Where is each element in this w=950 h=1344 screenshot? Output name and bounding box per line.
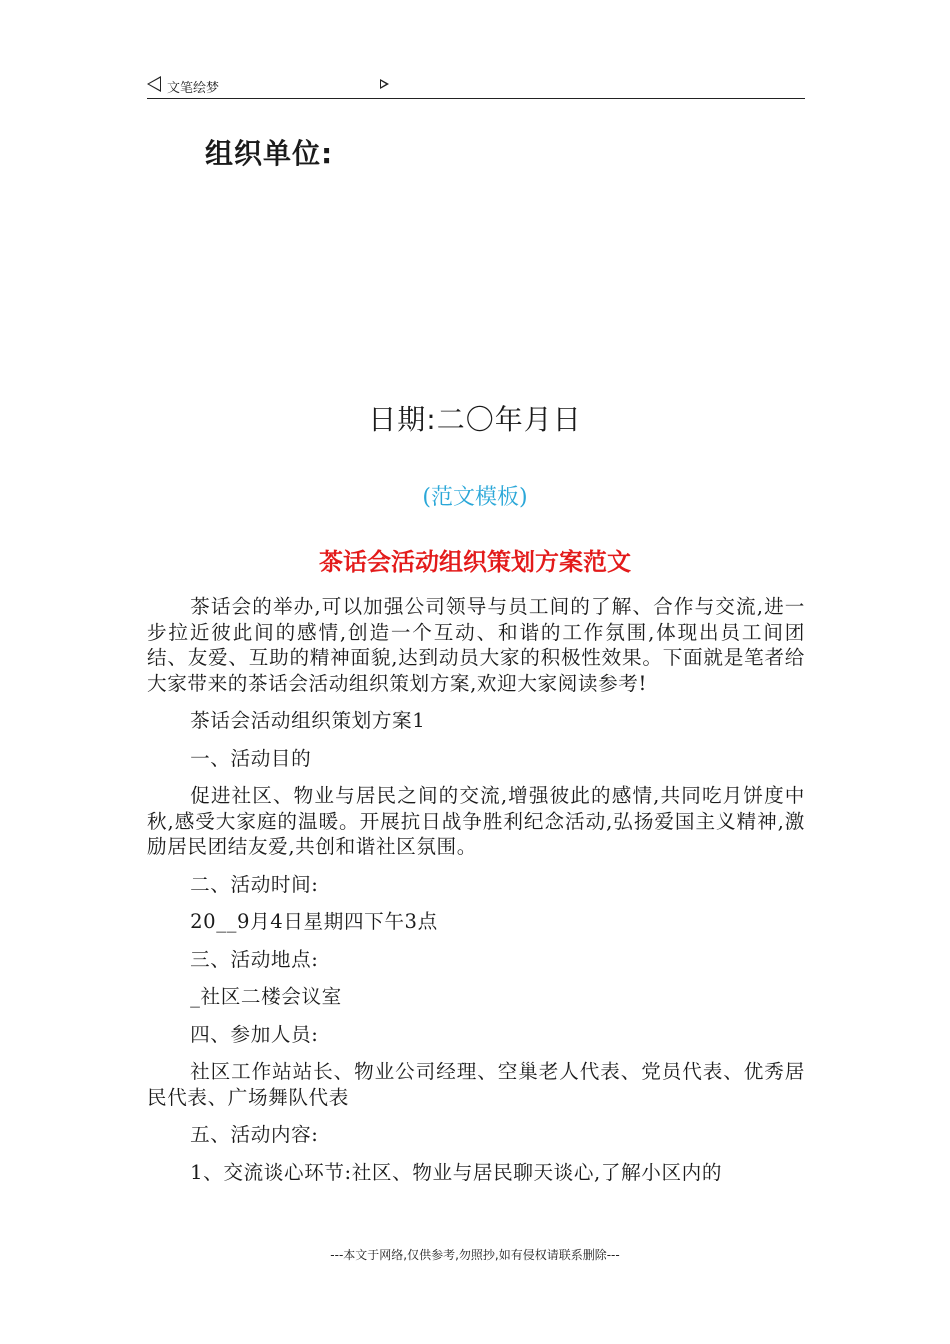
header-brand: 文笔绘梦 xyxy=(167,81,220,96)
section-heading-content: 五、活动内容: xyxy=(190,1123,319,1146)
triangle-right-icon xyxy=(380,79,389,89)
section-heading-time: 二、活动时间: xyxy=(190,872,319,896)
paragraph-time: 20__9月4日星期四下午3点 xyxy=(190,910,438,933)
paragraph-location: _社区二楼会议室 xyxy=(190,985,342,1008)
document-body xyxy=(147,594,805,1197)
paragraph-content-1: 1、交流谈心环节:社区、物业与居民聊天谈心,了解小区内的 xyxy=(190,1160,723,1184)
date-label: 日期:二〇年月日 xyxy=(368,403,582,436)
page-footer: ---本文于网络,仅供参考,勿照抄,如有侵权请联系删除--- xyxy=(330,1248,620,1262)
paragraph-plan-heading: 茶话会活动组织策划方案1 xyxy=(190,709,426,732)
section-heading-location: 三、活动地点: xyxy=(190,947,319,971)
section-heading-purpose: 一、活动目的 xyxy=(190,746,312,770)
page-header xyxy=(147,74,805,99)
paragraph-participants: 社区工作站站长、物业公司经理、空巢老人代表、党员代表、优秀居民代表、广场舞队代表 xyxy=(147,1060,805,1109)
paragraph-intro: 茶话会的举办,可以加强公司领导与员工间的了解、合作与交流,进一步拉近彼此间的感情,创造一个互动、和谐的工作氛围,体现出员工间团结、友爱、互助的精神面貌,达到动员大家的积极性效果。下面就是笔者给大家带来的茶话会活动组织策划方案,欢迎大家阅读参考! xyxy=(147,595,805,695)
paragraph-purpose: 促进社区、物业与居民之间的交流,增强彼此的感情,共同吃月饼度中秋,感受大家庭的温暖。开展抗日战争胜利纪念活动,弘扬爱国主义精神,激励居民团结友爱,共创和谐社区氛围。 xyxy=(147,784,805,858)
triangle-left-icon xyxy=(147,76,161,92)
template-label: (范文模板) xyxy=(422,485,528,510)
section-heading-participants: 四、参加人员: xyxy=(190,1022,319,1046)
org-label: 组织单位: xyxy=(205,137,334,170)
document-title: 茶话会活动组织策划方案范文 xyxy=(319,548,631,576)
